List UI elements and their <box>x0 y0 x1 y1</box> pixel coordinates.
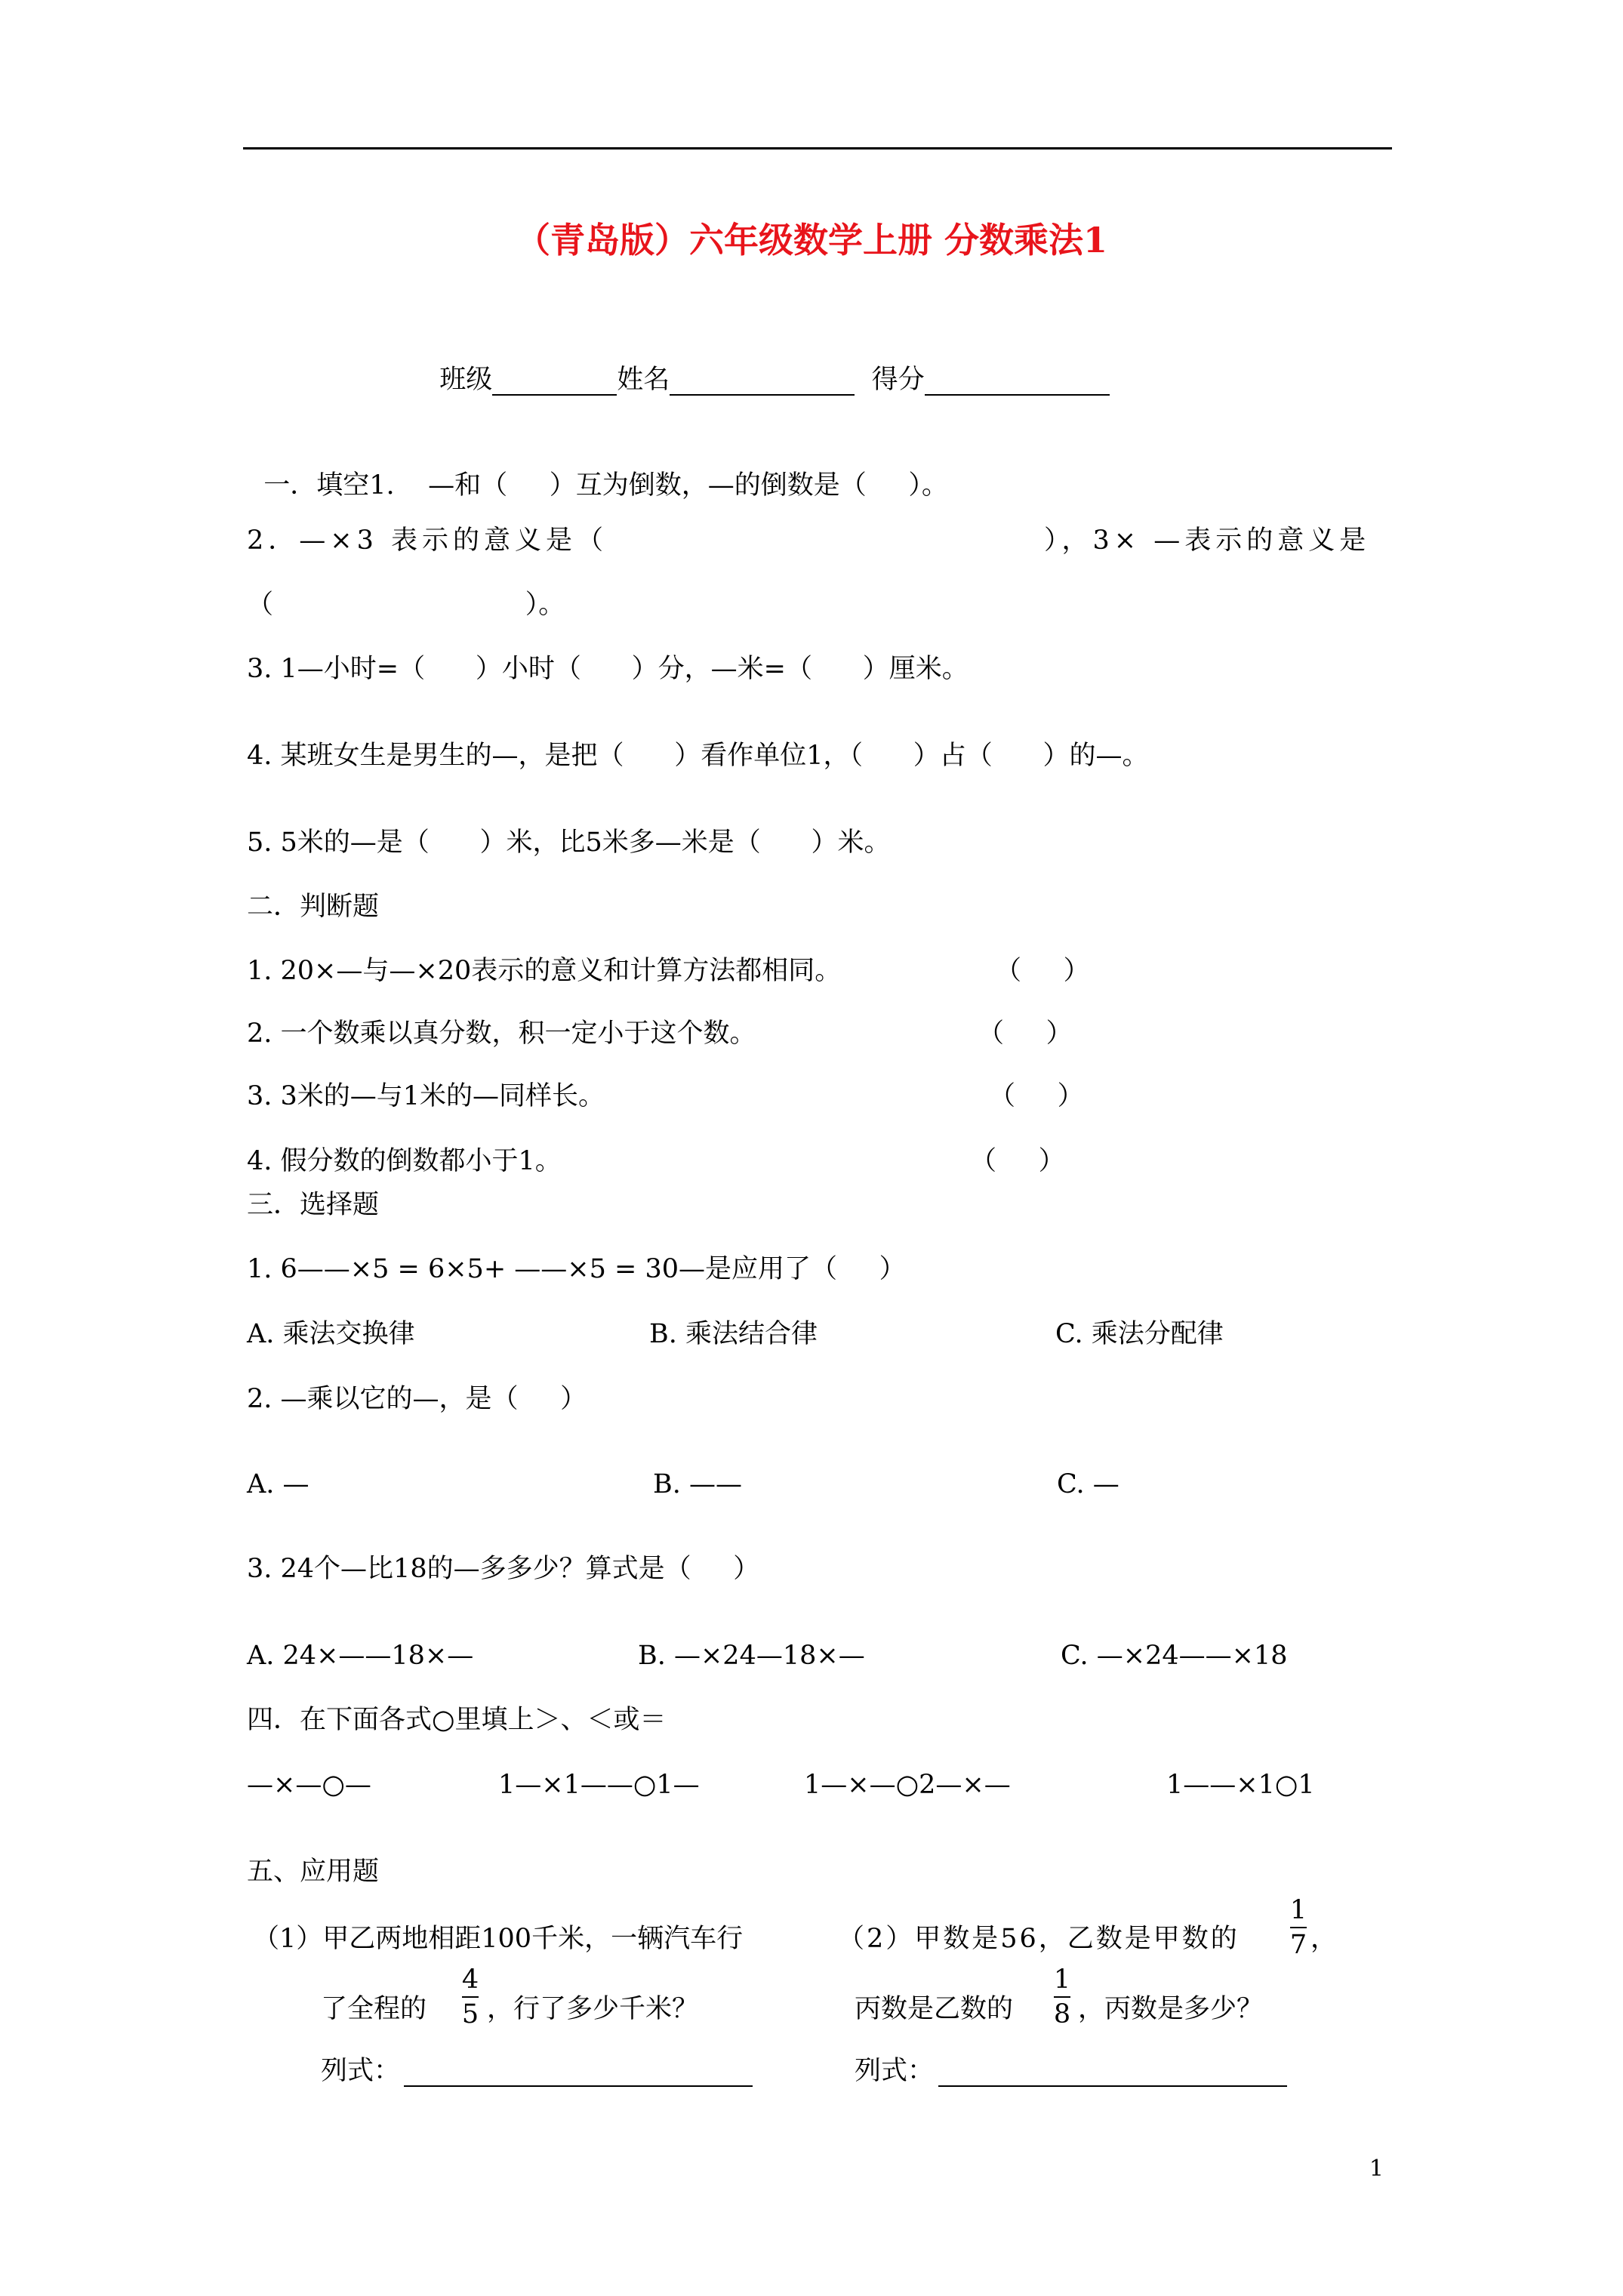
problem2-line1-post: ， <box>1310 1924 1338 1954</box>
section5-heading: 五、应用题 <box>247 1857 380 1887</box>
choice-q1-option-a[interactable]: A. 乘法交换律 <box>247 1319 415 1349</box>
problem1-fraction <box>455 1965 485 2029</box>
judge-item-2: 2. 一个数乘以真分数，积一定小于这个数。 <box>247 1019 756 1049</box>
page-title: （青岛版）六年级数学上册 分数乘法1 <box>515 220 1108 260</box>
fill-q1: 1. —和（ ）互为倒数，—的倒数是（ ）。 <box>369 470 948 501</box>
fill-q5: 5. 5米的—是（ ）米，比5米多—米是（ ）米。 <box>247 827 891 858</box>
choice-q3-option-b[interactable]: B. —×24—18×— <box>638 1641 865 1671</box>
fraction-bar <box>1290 1927 1307 1928</box>
class-field[interactable] <box>492 370 617 396</box>
problem1-line1: （1）甲乙两地相距100千米，一辆汽车行 <box>253 1924 744 1954</box>
problem2-fraction2-num: 1 <box>1053 1965 1071 1995</box>
compare-item-4: 1——×1○1 <box>1166 1770 1315 1800</box>
problem2-line2-pre: 丙数是乙数的 <box>855 1994 1014 2024</box>
compare-item-1: —×—○— <box>247 1770 371 1800</box>
problem2-answer-line[interactable] <box>938 2085 1287 2087</box>
choice-q2: 2. —乘以它的—，是（ ） <box>247 1384 587 1414</box>
compare-item-2: 1—×1——○1— <box>498 1770 700 1800</box>
judge-item-1: 1. 20×—与—×20表示的意义和计算方法都相同。 <box>247 956 842 986</box>
name-label: 姓名 <box>617 365 670 395</box>
problem1-answer-line[interactable] <box>404 2085 753 2087</box>
score-field[interactable] <box>925 370 1110 396</box>
judge-mark-3[interactable]: （ ） <box>989 1081 1084 1111</box>
judge-item-3: 3. 3米的—与1米的—同样长。 <box>247 1081 605 1111</box>
class-label: 班级 <box>439 365 493 395</box>
choice-q1: 1. 6——×5 = 6×5+ ——×5 = 30—是应用了（ ） <box>247 1254 906 1284</box>
problem1-fraction-den: 5 <box>461 1999 479 2029</box>
problem2-line1-pre: （2）甲数是56，乙数是甲数的 <box>838 1924 1240 1954</box>
judge-mark-1[interactable]: （ ） <box>995 956 1090 986</box>
problem2-fraction1-num: 1 <box>1289 1895 1307 1925</box>
fill-q2-part3: （ ）。 <box>247 590 565 620</box>
choice-q3: 3. 24个—比18的—多多少？算式是（ ） <box>247 1554 760 1584</box>
problem1-line2-post: ，行了多少千米？ <box>487 1994 699 2024</box>
problem1-line2-pre: 了全程的 <box>321 1994 427 2024</box>
choice-q3-option-c[interactable]: C. —×24——×18 <box>1061 1641 1288 1671</box>
name-field[interactable] <box>670 370 855 396</box>
judge-item-4: 4. 假分数的倒数都小于1。 <box>247 1146 562 1176</box>
section1-heading: 一．填空 <box>263 470 370 501</box>
header-rule <box>243 147 1392 149</box>
problem2-fraction-1 <box>1283 1895 1313 1960</box>
problem1-fraction-num: 4 <box>461 1965 479 1995</box>
choice-q1-option-b[interactable]: B. 乘法结合律 <box>649 1319 818 1349</box>
choice-q3-option-a[interactable]: A. 24×——18×— <box>247 1641 474 1671</box>
fill-blank-heading <box>247 438 948 501</box>
problem1-answer-label: 列式： <box>321 2056 401 2086</box>
choice-q2-option-c[interactable]: C. — <box>1057 1469 1119 1499</box>
fill-q3: 3. 1—小时=（ ）小时（ ）分，—米=（ ）厘米。 <box>247 654 969 684</box>
problem2-line2-post: ，丙数是多少？ <box>1078 1994 1264 2024</box>
score-label: 得分 <box>871 365 925 395</box>
student-info-row <box>423 332 1110 396</box>
compare-item-3: 1—×—○2—×— <box>804 1770 1011 1800</box>
fill-q2-part1: 2．—×3 表示的意义是（ <box>247 525 608 556</box>
section2-heading: 二．判断题 <box>247 892 380 922</box>
section3-heading: 三．选择题 <box>247 1190 380 1220</box>
judge-mark-4[interactable]: （ ） <box>970 1146 1065 1176</box>
problem2-fraction2-den: 8 <box>1053 1999 1071 2029</box>
fraction-bar <box>462 1996 479 1998</box>
choice-q2-option-a[interactable]: A. — <box>247 1469 310 1499</box>
choice-q2-option-b[interactable]: B. —— <box>653 1469 742 1499</box>
section4-heading: 四．在下面各式○里填上＞、＜或＝ <box>247 1705 667 1735</box>
fraction-bar <box>1054 1996 1070 1998</box>
judge-mark-2[interactable]: （ ） <box>978 1019 1073 1049</box>
page-number: 1 <box>1369 2156 1384 2182</box>
problem2-answer-label: 列式： <box>855 2056 935 2086</box>
problem2-fraction-2 <box>1047 1965 1077 2029</box>
problem2-fraction1-den: 7 <box>1289 1930 1307 1960</box>
choice-q1-option-c[interactable]: C. 乘法分配律 <box>1055 1319 1224 1349</box>
fill-q4: 4. 某班女生是男生的—，是把（ ）看作单位1，（ ）占（ ）的—。 <box>247 741 1149 771</box>
fill-q2-part2: ），3× —表示的意义是 <box>1044 525 1371 556</box>
